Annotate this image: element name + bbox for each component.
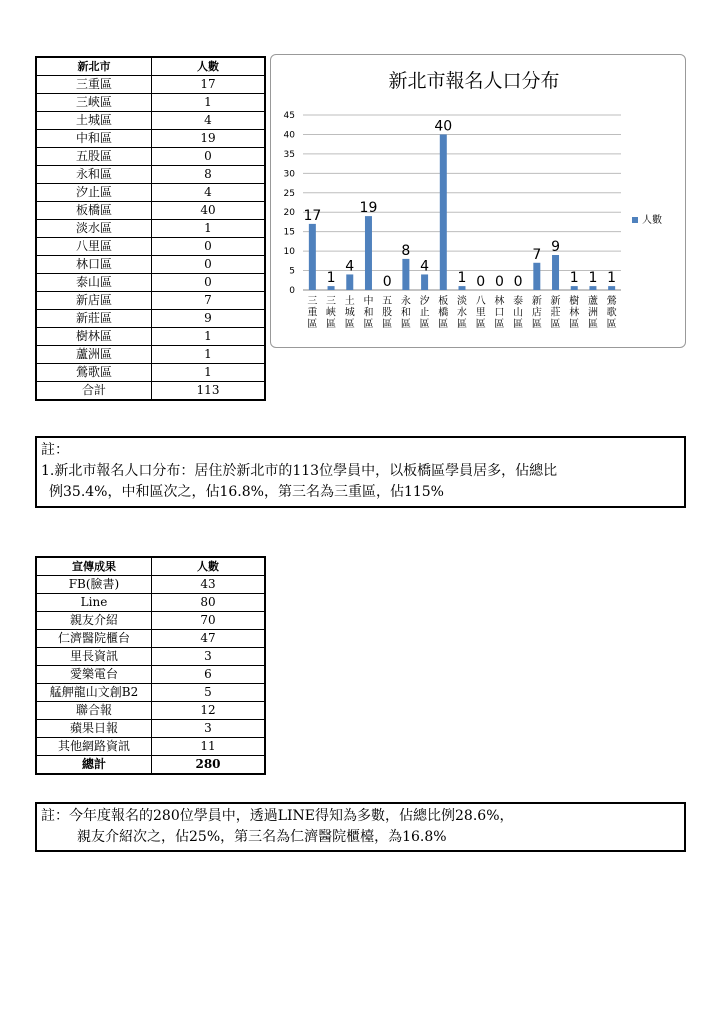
legend-label: 人數: [642, 215, 662, 226]
note-text-line: 例35.4%，中和區次之，佔16.8%，第三名為三重區，佔115%: [49, 484, 444, 500]
x-tick-label: 八里區: [475, 296, 486, 330]
y-tick-label: 30: [283, 169, 295, 180]
x-tick-label: 三重區: [307, 296, 318, 330]
row-value: 3: [152, 648, 266, 666]
note-label: 註：: [41, 442, 69, 458]
x-tick-label: 汐止區: [419, 296, 430, 330]
row-value: 47: [152, 630, 266, 648]
table-row: [36, 702, 265, 720]
total-value: 280: [152, 756, 266, 775]
data-label: 4: [420, 258, 430, 275]
note-text-line: 1.新北市報名人口分布：居住於新北市的113位學員中，以板橋區學員居多，佔總比: [41, 463, 558, 479]
table-row: [36, 310, 265, 328]
region-col-header: 新北市: [36, 57, 152, 76]
chart-svg: [271, 55, 685, 347]
note-text-line: 註：今年度報名的280位學員中，透過LINE得知為多數，佔總比例28.6%，: [41, 808, 514, 824]
row-label: 永和區: [36, 166, 152, 184]
region-bar-chart: [270, 54, 686, 348]
data-label: 40: [434, 118, 453, 135]
bar: [459, 286, 466, 290]
x-tick-label: 淡水區: [457, 296, 467, 330]
row-label: 鶯歌區: [36, 364, 152, 382]
table-row: [36, 112, 265, 130]
y-tick-label: 15: [283, 227, 295, 238]
table-row: [36, 364, 265, 382]
y-tick-label: 45: [283, 111, 295, 121]
row-label: 里長資訊: [36, 648, 152, 666]
bar: [346, 274, 353, 290]
row-label: 林口區: [36, 256, 152, 274]
row-value: 12: [152, 702, 266, 720]
region-note: [35, 436, 686, 508]
region-table-header: [36, 57, 265, 76]
row-value: 19: [152, 130, 266, 148]
row-value: 9: [152, 310, 266, 328]
row-value: 0: [152, 238, 266, 256]
bar: [365, 216, 372, 290]
channel-table: [35, 556, 266, 775]
data-label: 4: [345, 258, 355, 275]
x-tick-label: 新莊區: [550, 296, 561, 330]
table-row: [36, 576, 265, 594]
x-tick-label: 三峽區: [326, 296, 337, 330]
table-row: [36, 94, 265, 112]
row-value: 43: [152, 576, 266, 594]
table-row: [36, 328, 265, 346]
table-row: [36, 346, 265, 364]
bar: [421, 274, 428, 290]
data-label: 1: [607, 270, 617, 287]
row-value: 70: [152, 612, 266, 630]
y-tick-label: 20: [283, 208, 295, 219]
row-value: 1: [152, 328, 266, 346]
row-label: 其他網路資訊: [36, 738, 152, 756]
row-label: 八里區: [36, 238, 152, 256]
row-label: 中和區: [36, 130, 152, 148]
bar: [402, 259, 409, 290]
table-row: [36, 274, 265, 292]
note-text-line: 親友介紹次之，佔25%，第三名為仁濟醫院櫃檯，為16.8%: [77, 829, 447, 845]
row-value: 40: [152, 202, 266, 220]
bar: [571, 286, 578, 290]
table-row: [36, 130, 265, 148]
y-tick-label: 0: [289, 286, 295, 296]
row-label: 蘆洲區: [36, 346, 152, 364]
data-label: 17: [303, 207, 322, 224]
row-value: 1: [152, 94, 266, 112]
data-label: 0: [494, 274, 504, 290]
table-row: [36, 612, 265, 630]
x-tick-label: 永和區: [400, 296, 411, 330]
x-tick-label: 樹林區: [569, 296, 580, 330]
x-tick-label: 板橋區: [438, 296, 449, 330]
x-tick-label: 土城區: [344, 296, 355, 330]
table-row: [36, 76, 265, 94]
table-row: [36, 720, 265, 738]
table-row: [36, 648, 265, 666]
row-value: 0: [152, 148, 266, 166]
data-label: 1: [588, 270, 598, 287]
bar: [589, 286, 596, 290]
x-tick-label: 林口區: [494, 296, 505, 330]
x-tick-label: 新店區: [531, 296, 542, 330]
row-label: FB(臉書): [36, 576, 152, 594]
row-value: 6: [152, 666, 266, 684]
row-value: 4: [152, 184, 266, 202]
table-row: [36, 220, 265, 238]
y-tick-label: 10: [283, 247, 295, 258]
data-label: 9: [551, 239, 560, 255]
row-value: 4: [152, 112, 266, 130]
table-row: [36, 738, 265, 756]
count-col-header: 人數: [152, 57, 266, 76]
x-tick-label: 中和區: [363, 296, 374, 330]
bar: [328, 286, 335, 290]
count-col-header: 人數: [152, 557, 266, 576]
row-value: 5: [152, 684, 266, 702]
channel-table-header: [36, 557, 265, 576]
row-label: 泰山區: [36, 274, 152, 292]
data-label: 7: [532, 246, 542, 263]
row-value: 1: [152, 346, 266, 364]
row-label: 五股區: [36, 148, 152, 166]
total-value: 113: [152, 382, 266, 401]
row-label: Line: [36, 594, 152, 612]
x-tick-label: 五股區: [382, 296, 393, 330]
row-label: 新莊區: [36, 310, 152, 328]
row-label: 艋舺龍山文創B2: [36, 684, 152, 702]
row-label: 三重區: [36, 76, 152, 94]
row-label: 樹林區: [36, 328, 152, 346]
data-label: 1: [569, 270, 579, 287]
bar: [440, 134, 447, 290]
row-value: 0: [152, 256, 266, 274]
row-label: 新店區: [36, 292, 152, 310]
row-label: 愛樂電台: [36, 666, 152, 684]
total-label: 合計: [36, 382, 152, 401]
table-row: [36, 166, 265, 184]
row-value: 3: [152, 720, 266, 738]
table-row: [36, 184, 265, 202]
row-value: 11: [152, 738, 266, 756]
table-row: [36, 684, 265, 702]
channel-col-header: 宣傳成果: [36, 557, 152, 576]
table-row: [36, 630, 265, 648]
data-label: 1: [326, 270, 336, 287]
region-table: [35, 56, 266, 401]
bar: [608, 286, 615, 290]
channel-note: [35, 802, 686, 852]
row-value: 1: [152, 220, 266, 238]
total-row: [36, 756, 265, 775]
legend-swatch: [632, 217, 638, 223]
y-tick-label: 40: [283, 130, 295, 141]
row-label: 親友介紹: [36, 612, 152, 630]
table-row: [36, 256, 265, 274]
row-label: 蘋果日報: [36, 720, 152, 738]
row-label: 板橋區: [36, 202, 152, 220]
table-row: [36, 292, 265, 310]
data-label: 8: [401, 242, 411, 259]
bar: [552, 255, 559, 290]
row-value: 1: [152, 364, 266, 382]
row-label: 聯合報: [36, 702, 152, 720]
table-row: [36, 238, 265, 256]
bar: [309, 224, 316, 290]
row-label: 淡水區: [36, 220, 152, 238]
chart-title: 新北市報名人口分布: [388, 70, 560, 92]
x-tick-label: 蘆洲區: [587, 296, 598, 330]
row-value: 17: [152, 76, 266, 94]
data-label: 0: [513, 274, 523, 290]
table-row: [36, 594, 265, 612]
bar: [533, 263, 540, 290]
y-tick-label: 5: [289, 266, 295, 277]
row-value: 80: [152, 594, 266, 612]
y-tick-label: 25: [283, 188, 295, 199]
table-row: [36, 666, 265, 684]
x-tick-label: 鶯歌區: [606, 296, 617, 330]
data-label: 0: [382, 274, 392, 290]
table-row: [36, 202, 265, 220]
row-value: 0: [152, 274, 266, 292]
row-value: 8: [152, 166, 266, 184]
data-label: 0: [476, 274, 486, 290]
row-label: 仁濟醫院櫃台: [36, 630, 152, 648]
row-label: 三峽區: [36, 94, 152, 112]
x-tick-label: 泰山區: [513, 296, 524, 330]
table-row: [36, 148, 265, 166]
row-label: 土城區: [36, 112, 152, 130]
total-label: 總計: [36, 756, 152, 775]
row-value: 7: [152, 292, 266, 310]
y-tick-label: 35: [283, 149, 295, 160]
total-row: [36, 382, 265, 401]
row-label: 汐止區: [36, 184, 152, 202]
data-label: 1: [457, 270, 467, 287]
data-label: 19: [359, 200, 378, 217]
